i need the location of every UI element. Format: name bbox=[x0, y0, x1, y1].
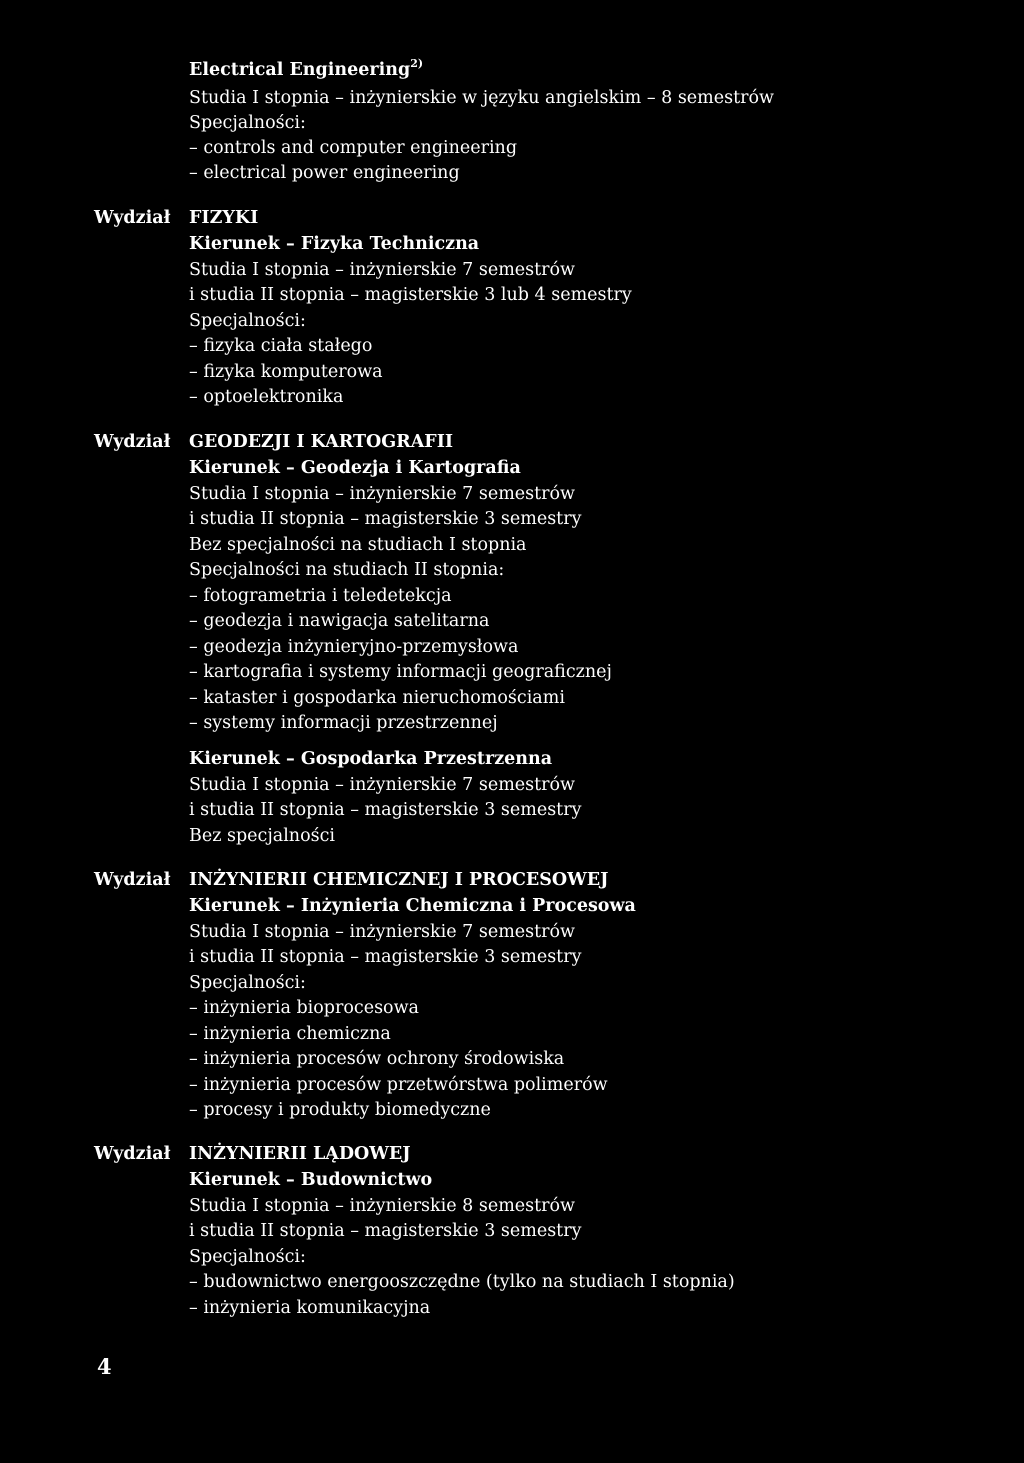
fizyki-spec-label: Specjalności: bbox=[189, 311, 306, 331]
ladowej-spec-item: – inżynieria komunikacyjna bbox=[189, 1298, 431, 1318]
footnote-ref: 2) bbox=[410, 57, 424, 70]
chem-study1: Studia I stopnia – inżynierskie 7 semestrów bbox=[189, 922, 576, 942]
geodezji-spec-item: – geodezja i nawigacja satelitarna bbox=[189, 611, 490, 631]
fizyki-spec-item: – fizyka ciała stałego bbox=[189, 336, 373, 356]
geodezji-spec-item: – fotogrametria i teledetekcja bbox=[189, 586, 452, 606]
kierunek-chem: Kierunek – Inżynieria Chemiczna i Procesowa bbox=[189, 896, 636, 916]
fizyki-spec-item: – optoelektronika bbox=[189, 387, 344, 407]
fizyki-study2: i studia II stopnia – magisterskie 3 lub 4 semestry bbox=[189, 285, 632, 305]
kierunek-geodezja: Kierunek – Geodezja i Kartografia bbox=[189, 458, 521, 478]
ee-spec-label: Specjalności: bbox=[189, 113, 306, 133]
ee-spec-item: – electrical power engineering bbox=[189, 163, 460, 183]
ladowej-study2: i studia II stopnia – magisterskie 3 semestry bbox=[189, 1221, 582, 1241]
chem-spec-item: – inżynieria chemiczna bbox=[189, 1024, 391, 1044]
geodezji-study2: i studia II stopnia – magisterskie 3 semestry bbox=[189, 509, 582, 529]
faculty-ladowej: INŻYNIERII LĄDOWEJ bbox=[189, 1144, 411, 1164]
chem-study2: i studia II stopnia – magisterskie 3 semestry bbox=[189, 947, 582, 967]
ee-spec-item: – controls and computer engineering bbox=[189, 138, 518, 158]
chem-spec-item: – inżynieria procesów przetwórstwa polimerów bbox=[189, 1075, 608, 1095]
ee-study: Studia I stopnia – inżynierskie w języku angielskim – 8 semestrów bbox=[189, 88, 775, 108]
chem-spec-item: – procesy i produkty biomedyczne bbox=[189, 1100, 491, 1120]
chem-spec-item: – inżynieria bioprocesowa bbox=[189, 998, 419, 1018]
faculty-label: Wydział bbox=[94, 432, 171, 452]
faculty-label: Wydział bbox=[94, 1144, 171, 1164]
geodezji-spec-item: – geodezja inżynieryjno-przemysłowa bbox=[189, 637, 519, 657]
geodezji-spec-item: – kartografia i systemy informacji geograficznej bbox=[189, 662, 612, 682]
chem-spec-item: – inżynieria procesów ochrony środowiska bbox=[189, 1049, 565, 1069]
faculty-label: Wydział bbox=[94, 208, 171, 228]
faculty-chem: INŻYNIERII CHEMICZNEJ I PROCESOWEJ bbox=[189, 870, 609, 890]
gp-study2: i studia II stopnia – magisterskie 3 semestry bbox=[189, 800, 582, 820]
geodezji-nospec: Bez specjalności na studiach I stopnia bbox=[189, 535, 527, 555]
ladowej-spec-item: – budownictwo energooszczędne (tylko na studiach I stopnia) bbox=[189, 1272, 735, 1292]
geodezji-spec-item: – systemy informacji przestrzennej bbox=[189, 713, 498, 733]
ladowej-study1: Studia I stopnia – inżynierskie 8 semestrów bbox=[189, 1196, 576, 1216]
ladowej-spec-label: Specjalności: bbox=[189, 1247, 306, 1267]
gp-study1: Studia I stopnia – inżynierskie 7 semestrów bbox=[189, 775, 576, 795]
fizyki-study1: Studia I stopnia – inżynierskie 7 semestrów bbox=[189, 260, 576, 280]
gp-nospec: Bez specjalności bbox=[189, 826, 335, 846]
ee-title bbox=[189, 58, 423, 82]
kierunek-fizyka: Kierunek – Fizyka Techniczna bbox=[189, 234, 480, 254]
ee-title-text: Electrical Engineering bbox=[189, 60, 411, 80]
geodezji-study1: Studia I stopnia – inżynierskie 7 semestrów bbox=[189, 484, 576, 504]
faculty-fizyki: FIZYKI bbox=[189, 208, 259, 228]
page-number: 4 bbox=[97, 1354, 112, 1379]
kierunek-budownictwo: Kierunek – Budownictwo bbox=[189, 1170, 433, 1190]
geodezji-spec-label: Specjalności na studiach II stopnia: bbox=[189, 560, 505, 580]
geodezji-spec-item: – kataster i gospodarka nieruchomościami bbox=[189, 688, 565, 708]
fizyki-spec-item: – fizyka komputerowa bbox=[189, 362, 383, 382]
faculty-geodezji: GEODEZJI I KARTOGRAFII bbox=[189, 432, 454, 452]
chem-spec-label: Specjalności: bbox=[189, 973, 306, 993]
faculty-label: Wydział bbox=[94, 870, 171, 890]
kierunek-gospodarka: Kierunek – Gospodarka Przestrzenna bbox=[189, 749, 553, 769]
